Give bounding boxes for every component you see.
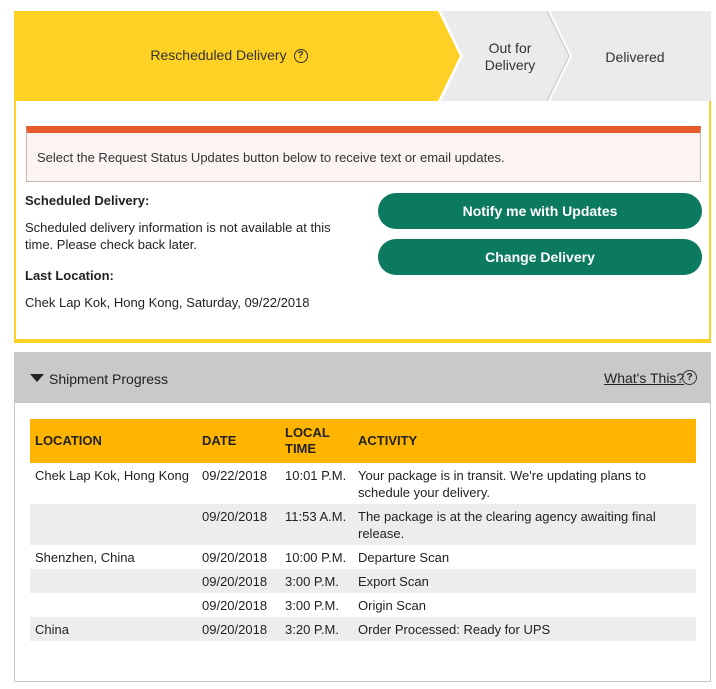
cell-location: Chek Lap Kok, Hong Kong — [35, 468, 189, 483]
cell-activity: Your package is in transit. We're updating plans to schedule your delivery. — [358, 468, 646, 500]
shipment-progress-header[interactable] — [15, 353, 710, 403]
cell-time: 11:53 A.M. — [280, 504, 353, 545]
step-rescheduled-label: Rescheduled Delivery — [150, 47, 287, 63]
table-row — [30, 545, 696, 569]
change-delivery-button[interactable]: Change Delivery — [378, 239, 702, 275]
scheduled-delivery-title: Scheduled Delivery: — [25, 193, 150, 208]
table-row — [30, 569, 696, 593]
cell-time: 3:00 P.M. — [285, 598, 339, 613]
table-row — [30, 617, 696, 641]
collapse-triangle-icon[interactable] — [30, 374, 44, 382]
cell-location — [30, 569, 197, 593]
shipment-progress-title[interactable]: Shipment Progress — [49, 371, 169, 387]
whats-this-link[interactable]: What's This? — [604, 370, 685, 386]
help-icon[interactable]: ? — [294, 49, 308, 63]
cell-date: 09/22/2018 — [202, 468, 268, 483]
cell-date: 09/20/2018 — [197, 617, 280, 641]
cell-date: 09/20/2018 — [197, 504, 280, 545]
alert-text: Select the Request Status Updates button below to receive text or email updates. — [37, 150, 505, 165]
delivery-progress-tracker — [14, 11, 711, 101]
notify-updates-button[interactable]: Notify me with Updates — [378, 193, 702, 229]
alert-box — [26, 126, 701, 182]
shipment-activity-table — [30, 419, 696, 641]
cell-time: 10:01 P.M. — [285, 468, 347, 483]
cell-time: 3:20 P.M. — [280, 617, 353, 641]
table-row — [30, 463, 696, 504]
cell-activity: Origin Scan — [358, 598, 426, 613]
cell-time: 10:00 P.M. — [285, 550, 347, 565]
column-activity: ACTIVITY — [353, 419, 696, 463]
column-location: LOCATION — [30, 419, 197, 463]
column-date: DATE — [197, 419, 280, 463]
step-out-label-line2: Delivery — [484, 57, 536, 73]
table-row — [30, 504, 696, 545]
cell-date: 09/20/2018 — [202, 598, 268, 613]
cell-date: 09/20/2018 — [202, 550, 268, 565]
cell-activity: Export Scan — [353, 569, 696, 593]
step-delivered: Delivered — [605, 49, 665, 65]
shipment-progress-panel — [14, 352, 711, 682]
help-icon[interactable]: ? — [682, 370, 697, 385]
cell-location: China — [30, 617, 197, 641]
step-out-label-line1: Out for — [488, 40, 532, 56]
scheduled-delivery-text: Scheduled delivery information is not available at this time. Please check back later. — [25, 220, 331, 252]
cell-location — [30, 593, 197, 617]
cell-activity: Order Processed: Ready for UPS — [353, 617, 696, 641]
step-rescheduled-delivery — [114, 47, 344, 64]
cell-date: 09/20/2018 — [197, 569, 280, 593]
cell-time: 3:00 P.M. — [280, 569, 353, 593]
column-local-time: LOCAL TIME — [280, 419, 353, 463]
table-row — [30, 593, 696, 617]
cell-activity: Departure Scan — [358, 550, 450, 565]
step-out-for-delivery — [460, 40, 560, 74]
cell-location: Shenzhen, China — [35, 550, 135, 565]
last-location-title: Last Location: — [25, 268, 114, 283]
cell-location — [30, 504, 197, 545]
cell-activity: The package is at the clearing agency awaiting final release. — [353, 504, 696, 545]
status-panel — [14, 101, 711, 343]
table-header-row — [30, 419, 696, 463]
last-location-text: Chek Lap Kok, Hong Kong, Saturday, 09/22/2018 — [25, 295, 310, 310]
